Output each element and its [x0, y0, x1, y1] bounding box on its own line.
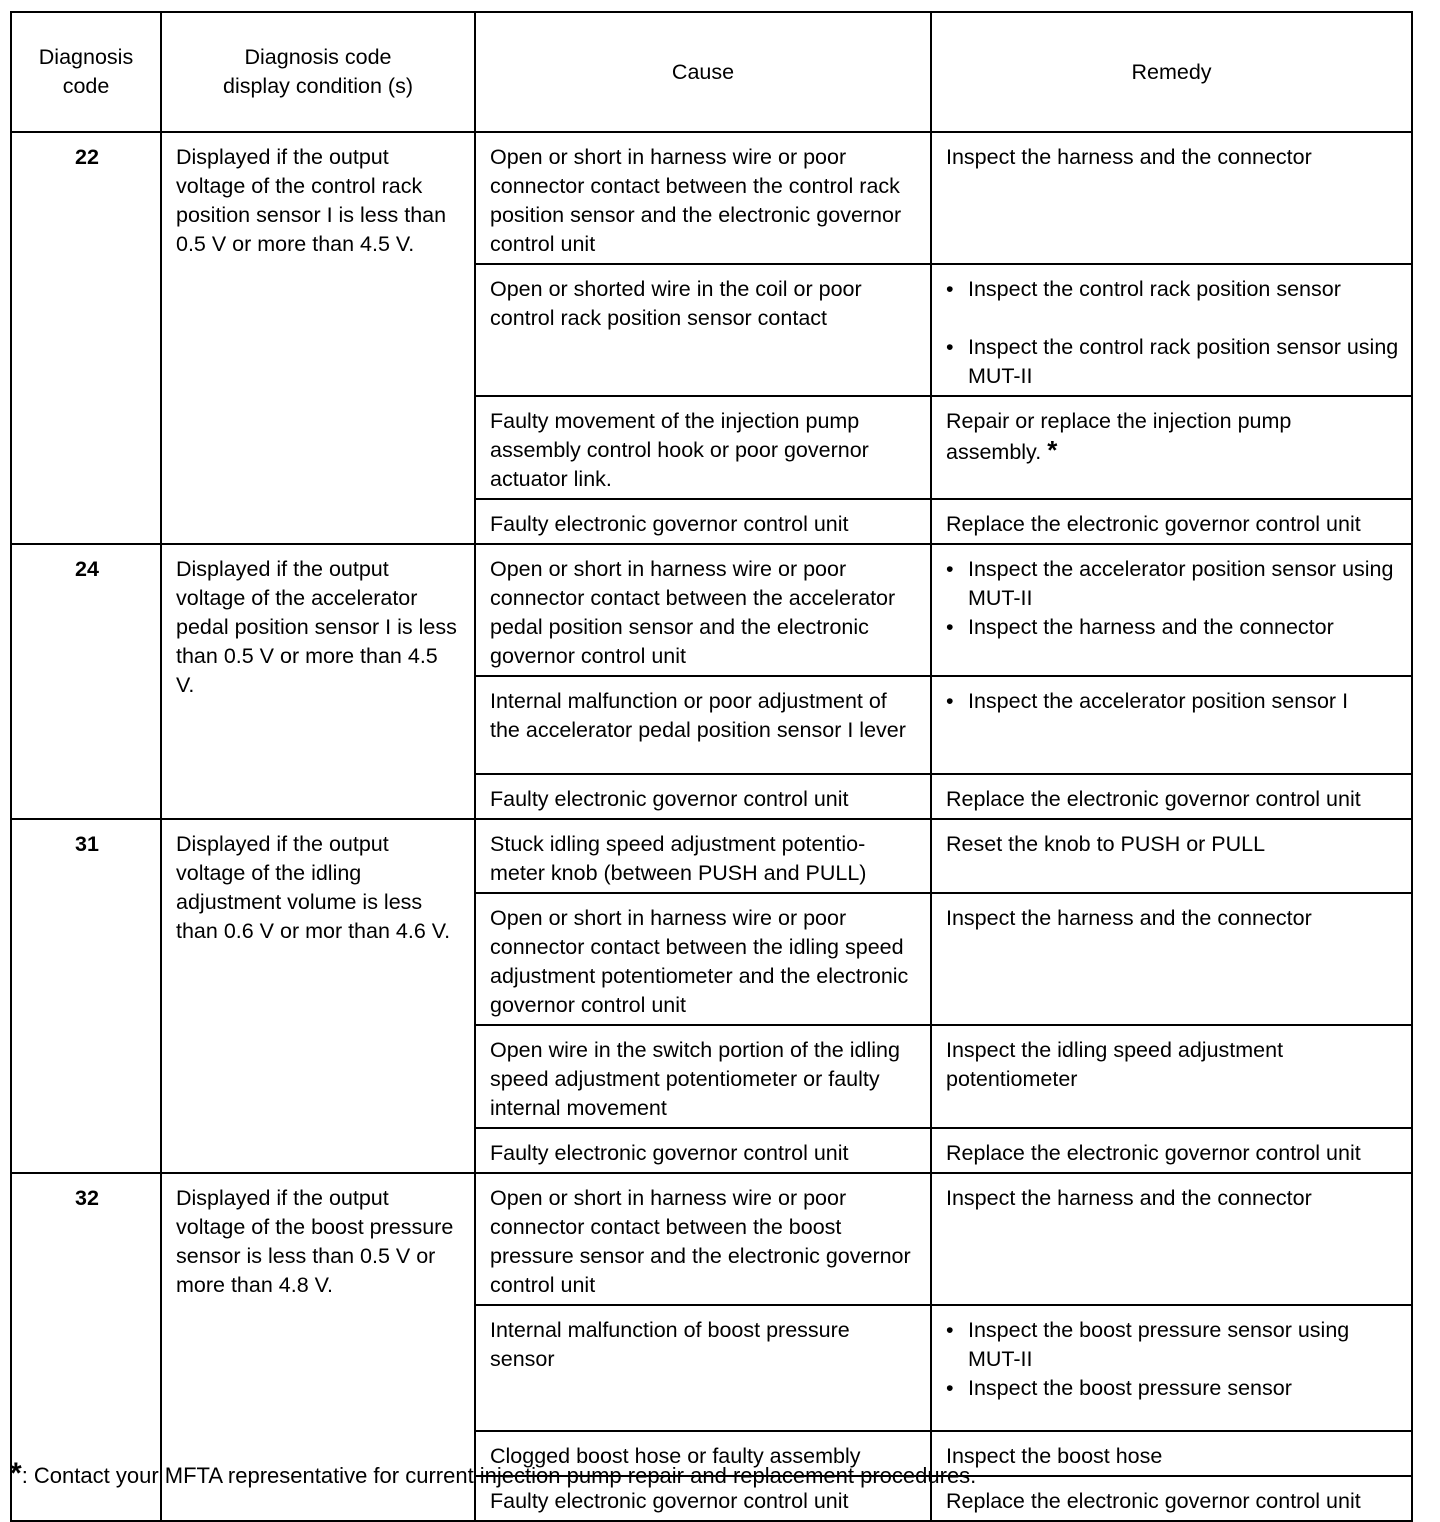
remedy-list-item: • Inspect the accelerator position sensor using MUT-II [946, 555, 1399, 613]
diagnosis-code: 32 [11, 1173, 161, 1521]
remedy-cell [931, 676, 1412, 774]
remedy-text: Replace the electronic governor control unit [946, 512, 1361, 536]
remedy-text: Inspect the harness and the connector [946, 906, 1312, 930]
cause-cell: Clogged boost hose or faulty assembly [475, 1431, 931, 1476]
asterisk-mark: * [1047, 435, 1058, 465]
remedy-cell [931, 1305, 1412, 1431]
remedy-cell [931, 893, 1412, 1025]
remedy-text: Replace the electronic governor control unit [946, 1489, 1361, 1513]
cause-cell: Open or shorted wire in the coil or poor control rack position sensor contact [475, 264, 931, 396]
display-condition: Displayed if the output voltage of the boost pressure sensor is less than 0.5 V or more than 4.8 V. [161, 1173, 475, 1521]
remedy-cell [931, 544, 1412, 676]
table-row [11, 132, 1412, 264]
table-row [11, 544, 1412, 676]
remedy-text: Inspect the harness and the connector [946, 1186, 1312, 1210]
footnote-text: : Contact your MFTA representative for current injection pump repair and replacement procedures. [21, 1463, 977, 1488]
footnote [10, 1459, 976, 1491]
diagnosis-code: 24 [11, 544, 161, 819]
cause-cell: Stuck idling speed adjustment potentio-meter knob (between PUSH and PULL) [475, 819, 931, 893]
cause-cell: Open or short in harness wire or poor connector contact between the accelerator pedal position sensor and the electronic governor control unit [475, 544, 931, 676]
remedy-cell [931, 1431, 1412, 1476]
remedy-cell [931, 396, 1412, 499]
table-body [11, 132, 1412, 1521]
cause-cell: Faulty electronic governor control unit [475, 774, 931, 819]
remedy-cell [931, 132, 1412, 264]
remedy-cell [931, 819, 1412, 893]
remedy-cell [931, 1476, 1412, 1521]
cause-cell: Faulty movement of the injection pump assembly control hook or poor governor actuator link. [475, 396, 931, 499]
remedy-list-item: • Inspect the boost pressure sensor [946, 1374, 1399, 1403]
cause-cell: Internal malfunction of boost pressure sensor [475, 1305, 931, 1431]
remedy-list-item: • Inspect the accelerator position sensor I [946, 687, 1399, 716]
remedy-cell [931, 1025, 1412, 1128]
remedy-list-item: • Inspect the harness and the connector [946, 613, 1399, 642]
remedy-list [946, 275, 1399, 391]
header-condition: Diagnosis code display condition (s) [161, 12, 475, 132]
header-code: Diagnosis code [11, 12, 161, 132]
remedy-list [946, 555, 1399, 642]
remedy-list-item: • Inspect the boost pressure sensor using MUT-II [946, 1316, 1399, 1374]
remedy-list [946, 687, 1399, 716]
cause-cell: Internal malfunction or poor adjustment of the accelerator pedal position sensor I lever [475, 676, 931, 774]
remedy-list [946, 1316, 1399, 1403]
diagnosis-code: 31 [11, 819, 161, 1173]
remedy-cell [931, 264, 1412, 396]
display-condition: Displayed if the output voltage of the accelerator pedal position sensor I is less than 0.5 V or more than 4.5 V. [161, 544, 475, 819]
remedy-cell [931, 499, 1412, 544]
cause-cell: Open or short in harness wire or poor connector contact between the control rack position sensor and the electronic governor control unit [475, 132, 931, 264]
remedy-text: Replace the electronic governor control unit [946, 1141, 1361, 1165]
remedy-cell [931, 1128, 1412, 1173]
cause-cell: Faulty electronic governor control unit [475, 1476, 931, 1521]
remedy-text: Reset the knob to PUSH or PULL [946, 832, 1266, 856]
remedy-text: Replace the electronic governor control unit [946, 787, 1361, 811]
header-cause: Cause [475, 12, 931, 132]
remedy-cell [931, 774, 1412, 819]
header-remedy: Remedy [931, 12, 1412, 132]
display-condition: Displayed if the output voltage of the control rack position sensor I is less than 0.5 V or more than 4.5 V. [161, 132, 475, 544]
cause-cell: Open or short in harness wire or poor connector contact between the idling speed adjustment potentiometer and the electronic governor control unit [475, 893, 931, 1025]
remedy-text: Inspect the boost hose [946, 1444, 1163, 1468]
cause-cell: Open wire in the switch portion of the idling speed adjustment potentiometer or faulty internal movement [475, 1025, 931, 1128]
remedy-cell [931, 1173, 1412, 1305]
cause-cell: Faulty electronic governor control unit [475, 1128, 931, 1173]
diagnosis-code: 22 [11, 132, 161, 544]
table-row [11, 1173, 1412, 1305]
remedy-text: Inspect the harness and the connector [946, 145, 1312, 169]
remedy-text: Inspect the idling speed adjustment potentiometer [946, 1038, 1284, 1091]
footnote-asterisk: * [10, 1457, 22, 1490]
remedy-list-item: • Inspect the control rack position sensor [946, 275, 1399, 304]
table-row [11, 819, 1412, 893]
remedy-text: Repair or replace the injection pump assembly. [946, 409, 1292, 464]
cause-cell: Open or short in harness wire or poor connector contact between the boost pressure sensor and the electronic governor control unit [475, 1173, 931, 1305]
remedy-list-item: • Inspect the control rack position sensor using MUT-II [946, 333, 1399, 391]
cause-cell: Faulty electronic governor control unit [475, 499, 931, 544]
diagnosis-table [10, 11, 1413, 1522]
display-condition: Displayed if the output voltage of the idling adjustment volume is less than 0.6 V or mor than 4.6 V. [161, 819, 475, 1173]
